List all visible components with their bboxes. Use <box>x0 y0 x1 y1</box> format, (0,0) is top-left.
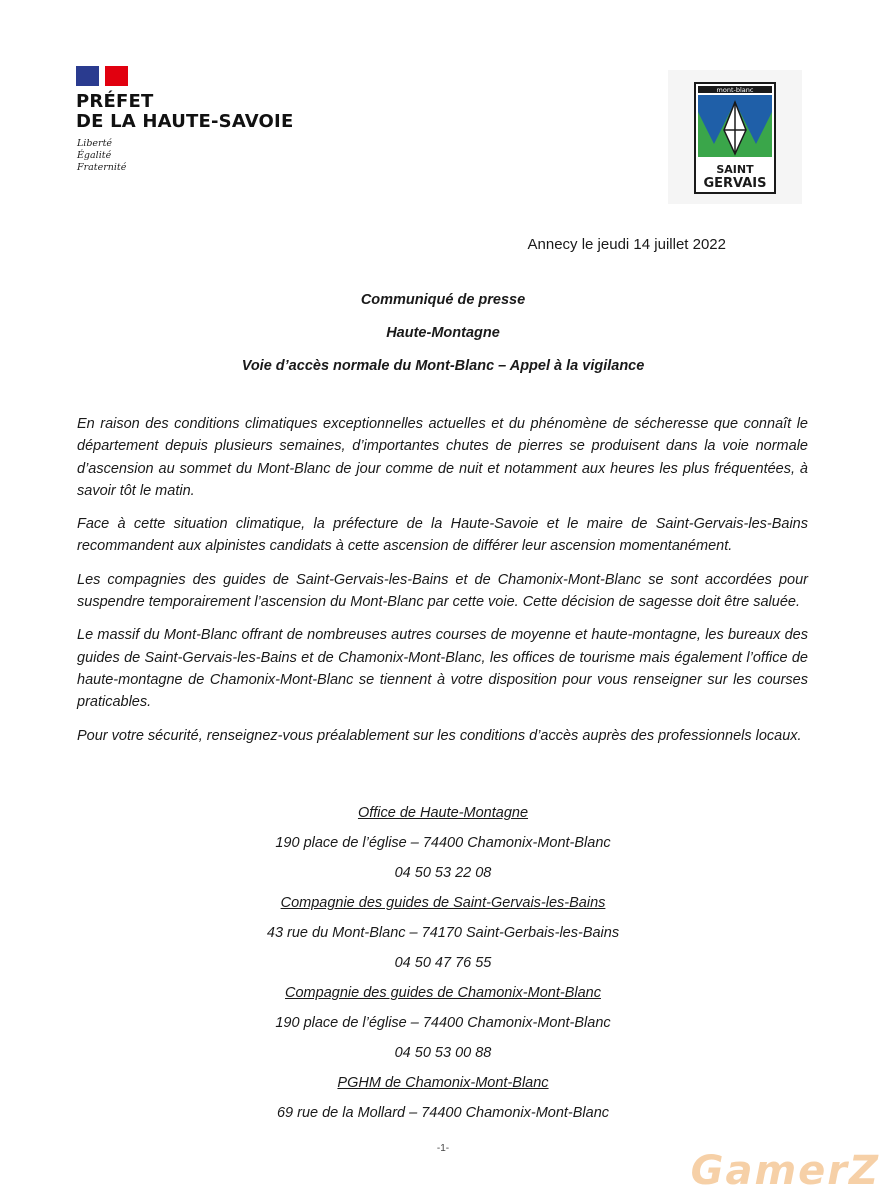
paragraph-safety: Pour votre sécurité, renseignez-vous préalablement sur les conditions d’accès auprès des professionnels locaux. <box>77 727 802 744</box>
contact-phone: 04 50 53 00 88 <box>394 1045 492 1061</box>
contact-address: 190 place de l’église – 74400 Chamonix-Mont-Blanc <box>275 1015 611 1031</box>
tricolor-flag-icon <box>76 66 128 86</box>
republic-motto <box>77 138 126 174</box>
logo-saint-text: SAINT <box>716 163 754 176</box>
prefet-line-2: DE LA HAUTE-SAVOIE <box>76 111 294 132</box>
contact-name: Office de Haute-Montagne <box>357 805 529 821</box>
title-haute-montagne: Haute-Montagne <box>386 325 500 341</box>
page-number: -1- <box>436 1143 450 1154</box>
contact-phone: 04 50 47 76 55 <box>394 955 492 971</box>
contact-phone: 04 50 53 22 08 <box>394 865 492 881</box>
paragraph-conditions: En raison des conditions climatiques exceptionnelles actuelles et du phénomène de sécheresse que connaît le département depuis plusieurs semaines, d’importantes chutes de pierres se produisent dans la voie normale d’ascension au sommet du Mont-Blanc de jour comme de nuit et notamment aux heures les plus fréquentées, à savoir tôt le matin. <box>77 416 808 499</box>
date-line: Annecy le jeudi 14 juillet 2022 <box>527 236 726 253</box>
contact-address: 43 rue du Mont-Blanc – 74170 Saint-Gerbais-les-Bains <box>266 925 620 941</box>
paragraph-guides: Les compagnies des guides de Saint-Gervais-les-Bains et de Chamonix-Mont-Blanc se sont accordées pour suspendre temporairement l’ascension du Mont-Blanc par cette voie. Cette décision de sagesse doit être saluée. <box>77 571 808 611</box>
press-release-titles <box>0 290 886 389</box>
motto-fraternite: Fraternité <box>77 162 127 173</box>
republique-flag <box>76 66 128 86</box>
paragraph-recommendation: Face à cette situation climatique, la préfecture de la Haute-Savoie et le maire de Saint-Gervais-les-Bains recommandent aux alpinistes candidats à cette ascension de différer leur ascension momentanément. <box>77 516 808 555</box>
prefet-line-1: PRÉFET <box>76 91 154 112</box>
title-communique: Communiqué de presse <box>360 292 526 308</box>
contact-address: 190 place de l’église – 74400 Chamonix-Mont-Blanc <box>275 835 611 851</box>
motto-liberte: Liberté <box>77 138 113 149</box>
saint-gervais-logo-icon <box>694 82 776 194</box>
title-subject: Voie d’accès normale du Mont-Blanc – Appel à la vigilance <box>241 358 645 374</box>
contact-address: 69 rue de la Mollard – 74400 Chamonix-Mont-Blanc <box>276 1105 610 1121</box>
logo-gervais-text: GERVAIS <box>703 176 767 191</box>
prefet-title <box>76 92 293 132</box>
saint-gervais-logo <box>668 70 802 204</box>
contact-name: Compagnie des guides de Chamonix-Mont-Blanc <box>285 985 601 1001</box>
contacts-list <box>0 802 886 1132</box>
logo-top-text: mont-blanc <box>716 86 754 94</box>
contact-name: Compagnie des guides de Saint-Gervais-les-Bains <box>280 895 606 911</box>
gamerz-watermark: GamerZ <box>690 1148 880 1194</box>
contact-name: PGHM de Chamonix-Mont-Blanc <box>337 1075 549 1091</box>
press-release-body <box>77 413 808 758</box>
paragraph-alternatives: Le massif du Mont-Blanc offrant de nombreuses autres courses de moyenne et haute-montagne, les bureaux des guides de Saint-Gervais-les-Bains et de Chamonix-Mont-Blanc, les offices de tourisme mais également l’office de haute-montagne de Chamonix-Mont-Blanc se tiennent à votre disposition pour vous renseigner sur les courses praticables. <box>77 627 808 711</box>
motto-egalite: Égalité <box>77 150 112 161</box>
